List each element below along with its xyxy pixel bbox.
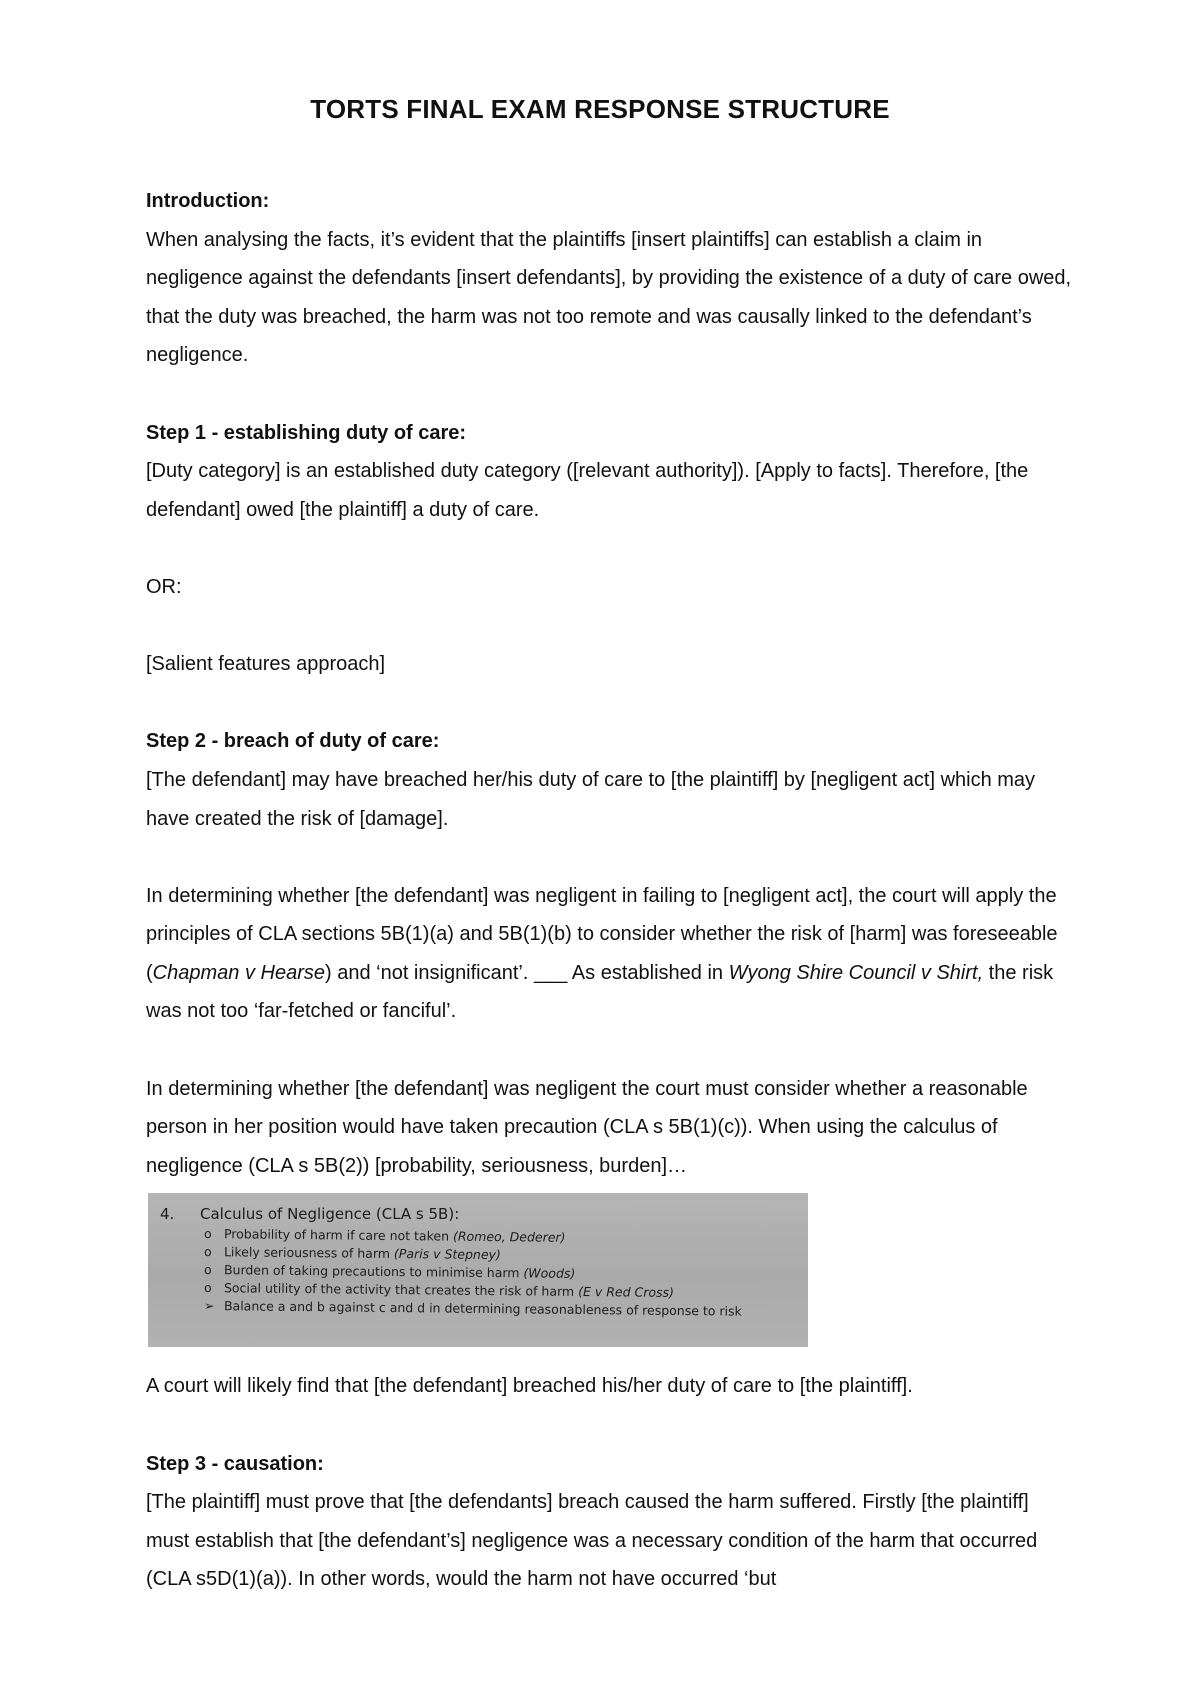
arrow-bullet-icon: ➢ <box>203 1298 215 1314</box>
scan-item-text: Social utility of the activity that creates the risk of harm <box>223 1280 579 1300</box>
scan-title: Calculus of Negligence (CLA s 5B): <box>200 1205 460 1224</box>
scan-number: 4. <box>160 1205 175 1224</box>
scan-item-case: (E v Red Cross) <box>578 1284 675 1301</box>
scan-heading <box>148 1205 808 1223</box>
spacer <box>146 529 1076 568</box>
step1-salient: [Salient features approach] <box>146 653 386 676</box>
case-citation: Wyong Shire Council v Shirt, <box>728 961 984 984</box>
step1-paragraph: [Duty category] is an established duty category ([relevant authority]). [Apply to facts]. Therefore, [the defendant] owed [the plaintiff] a duty of care. <box>146 460 1029 521</box>
step2-text: the risk was not too ‘far-fetched or fanciful’. <box>146 961 1054 1023</box>
spacer <box>146 684 1076 723</box>
spacer <box>146 375 1076 414</box>
scan-item-text: Likely seriousness of harm <box>223 1244 395 1262</box>
spacer <box>146 607 1076 646</box>
step2-paragraph-1: [The defendant] may have breached her/his duty of care to [the plaintiff] by [negligent act] which may have created the risk of [damage]. <box>146 768 1036 830</box>
introduction-heading: Introduction: <box>146 190 270 212</box>
step2-paragraph-2 <box>146 877 1076 1031</box>
spacer <box>146 1406 1076 1445</box>
scan-item-case: (Woods) <box>523 1265 576 1282</box>
spacer <box>146 1031 1076 1070</box>
bullet-icon: o <box>203 1262 212 1278</box>
step2-text: In determining whether [the defendant] was negligent in failing to [negligent act], the court will apply the principles of CLA sections 5B(1)(a) and 5B(1)(b) to consider whether the risk of [harm] was foreseeable ( <box>146 884 1058 984</box>
step2-heading: Step 2 - breach of duty of care: <box>146 730 440 753</box>
case-citation: Chapman v Hearse <box>152 961 325 984</box>
step2-paragraph-3: In determining whether [the defendant] was negligent the court must consider whether a reasonable person in her position would have taken precaution (CLA s 5B(1)(c)). When using the calculus of negligence (CLA s 5B(2)) [probability, seriousness, burden]… <box>146 1077 1028 1177</box>
bullet-icon: o <box>203 1226 212 1242</box>
scan-item-case: (Paris v Stepney) <box>393 1246 501 1263</box>
step1-heading: Step 1 - establishing duty of care: <box>146 421 467 444</box>
document-body <box>146 182 1076 1599</box>
step2-text: ) and ‘not insignificant’. ___ As established in <box>324 961 729 984</box>
bullet-icon: o <box>203 1244 212 1260</box>
step3-paragraph: [The plaintiff] must prove that [the defendants] breach caused the harm suffered. Firstly [the plaintiff] must establish that [the defendant’s] negligence was a necessary condition of the harm that occurred (CLA s5D(1)(a)). In other words, would the harm not have occurred ‘but <box>146 1491 1038 1591</box>
scan-item-text: Burden of taking precautions to minimise harm <box>223 1262 524 1281</box>
spacer <box>146 838 1076 877</box>
scan-list <box>148 1225 808 1320</box>
step1-or: OR: <box>146 575 182 598</box>
scan-item-case: (Romeo, Dederer) <box>452 1229 566 1246</box>
bullet-icon: o <box>203 1280 212 1296</box>
document-title: TORTS FINAL EXAM RESPONSE STRUCTURE <box>310 94 890 124</box>
step2-conclusion: A court will likely find that [the defendant] breached his/her duty of care to [the plaintiff]. <box>146 1375 913 1398</box>
scanned-notes-image <box>148 1193 808 1347</box>
scan-item-text: Balance a and b against c and d in determining reasonableness of response to risk <box>223 1298 742 1320</box>
introduction-paragraph: When analysing the facts, it’s evident that the plaintiffs [insert plaintiffs] can establish a claim in negligence against the defendants [insert defendants], by providing the existence of a duty of care owed, that the duty was breached, the harm was not too remote and was causally linked to the defendant’s negligence. <box>146 228 1072 367</box>
scan-item-text: Probability of harm if care not taken <box>223 1226 454 1245</box>
step3-heading: Step 3 - causation: <box>146 1452 324 1475</box>
